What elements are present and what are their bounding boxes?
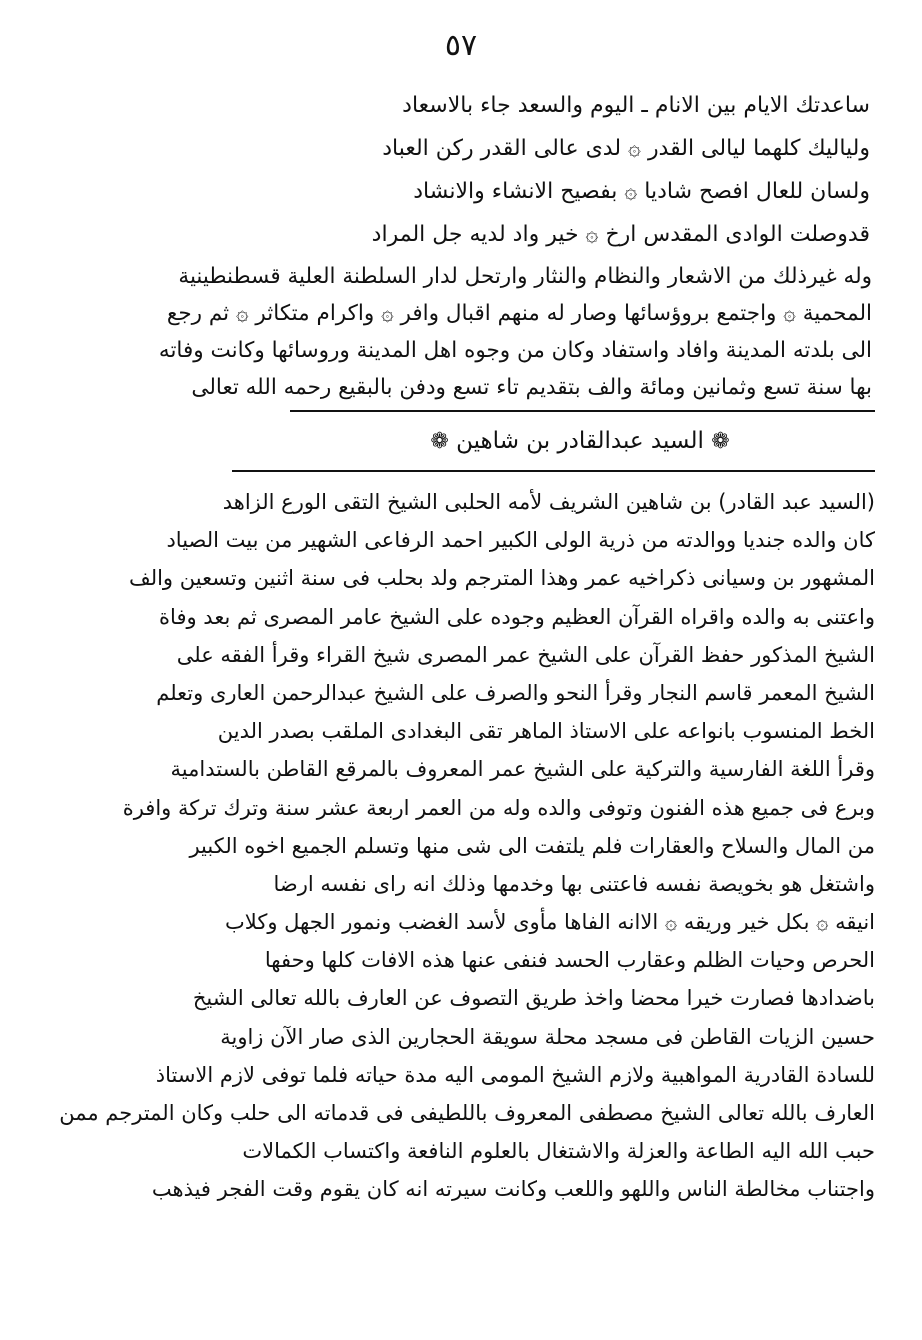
body-line: وقرأ اللغة الفارسية والتركية على الشيخ عمر المعروف بالمرقع القاطن بالستدامية bbox=[170, 757, 875, 782]
body-line: الشيخ المعمر قاسم النجار وقرأ النحو والصرف على الشيخ عبدالرحمن العارى وتعلم bbox=[156, 680, 875, 705]
page-number: ٥٧ bbox=[444, 28, 478, 63]
section-title: السيد عبدالقادر بن شاهين bbox=[456, 428, 704, 454]
body-line: (السيد عبد القادر) بن شاهين الشريف لأمه الحلبى الشيخ التقى الورع الزاهد bbox=[222, 490, 875, 514]
body-line: حسين الزيات القاطن فى مسجد محلة سويقة الحجارين الذى صار الآن زاوية bbox=[220, 1024, 875, 1049]
prose-line: وله غيرذلك من الاشعار والنظام والنثار وارتحل لدار السلطنة العلية قسطنطينية bbox=[178, 264, 872, 289]
ornament-icon: ❁ bbox=[430, 429, 449, 454]
section-heading bbox=[360, 423, 800, 460]
body-line: انيقه ۞ بكل خير وريقه ۞ الاانه الفاها مأوى لأسد الغضب ونمور الجهل وكلاب bbox=[225, 910, 875, 935]
verse-line: قدوصلت الوادى المقدس ارخ ۞ خير واد لديه جل المراد bbox=[371, 222, 870, 247]
body-line: وبرع فى جميع هذه الفنون وتوفى والده وله من العمر اربعة عشر سنة وترك تركة وافرة bbox=[122, 795, 875, 820]
verse-line: ساعدتك الايام بين الانام ـ اليوم والسعد جاء بالاسعاد bbox=[402, 93, 870, 118]
body-line: المشهور بن وسيانى ذكراخيه عمر وهذا المترجم ولد بحلب فى سنة اثنين وتسعين والف bbox=[128, 566, 875, 591]
body-line: واشتغل هو بخويصة نفسه فاعتنى بها وخدمها وذلك انه راى نفسه ارضا bbox=[273, 871, 875, 896]
body-line: كان والده جنديا ووالدته من ذرية الولى الكبير احمد الرفاعى الشهير من بيت الصياد bbox=[166, 528, 875, 553]
body-line: الحرص وحيات الظلم وعقارب الحسد فنفى عنها هذه الافات كلها وحفها bbox=[264, 948, 875, 973]
prose-paragraph-previous-entry bbox=[158, 258, 872, 406]
body-line: واجتناب مخالطة الناس واللهو واللعب وكانت سيرته انه كان يقوم وقت الفجر فيذهب bbox=[151, 1177, 875, 1202]
verse-line: ولسان للعال افصح شاديا ۞ بفصيح الانشاء والانشاد bbox=[413, 179, 870, 204]
body-line: الخط المنسوب بانواعه على الاستاذ الماهر تقى البغدادى الملقب بصدر الدين bbox=[217, 719, 875, 744]
biography-body bbox=[59, 483, 875, 1209]
prose-line: الى بلدته المدينة وافاد واستفاد وكان من وجوه اهل المدينة وروسائها وكانت وفاته bbox=[158, 338, 872, 363]
body-line: حبب الله اليه الطاعة والعزلة والاشتغال بالعلوم النافعة واكتساب الكمالات bbox=[242, 1139, 875, 1164]
body-line: العارف بالله تعالى الشيخ مصطفى المعروف باللطيفى فى قدماته الى حلب وكان المترجم ممن bbox=[59, 1101, 875, 1125]
prose-line: بها سنة تسع وثمانين ومائة والف بتقديم تاء تسع ودفن بالبقيع رحمه الله تعالى bbox=[191, 375, 872, 400]
poem-verses bbox=[290, 84, 870, 256]
prose-line: المحمية ۞ واجتمع بروؤسائها وصار له منهم اقبال وافر ۞ واكرام متكاثر ۞ ثم رجع bbox=[166, 301, 872, 326]
body-line: واعتنى به والده واقراه القرآن العظيم وجوده على الشيخ عامر المصرى ثم بعد وفاة bbox=[159, 604, 875, 629]
body-line: من المال والسلاح والعقارات فلم يلتفت الى شى منها وتسلم الجميع اخوه الكبير bbox=[189, 833, 875, 858]
ornament-icon: ❁ bbox=[711, 429, 730, 454]
divider-rule-bottom bbox=[232, 470, 875, 472]
body-line: للسادة القادرية المواهبية ولازم الشيخ المومى اليه مدة حياته فلما توفى لازم الاستاذ bbox=[155, 1062, 875, 1087]
body-line: الشيخ المذكور حفظ القرآن على الشيخ عمر المصرى شيخ القراء وقرأ الفقه على bbox=[176, 642, 875, 667]
divider-rule-top bbox=[290, 410, 875, 412]
verse-line: ولياليك كلهما ليالى القدر ۞ لدى عالى القدر ركن العباد bbox=[382, 136, 870, 161]
body-line: باضدادها فصارت خيرا محضا واخذ طريق التصوف عن العارف بالله تعالى الشيخ bbox=[192, 986, 875, 1011]
